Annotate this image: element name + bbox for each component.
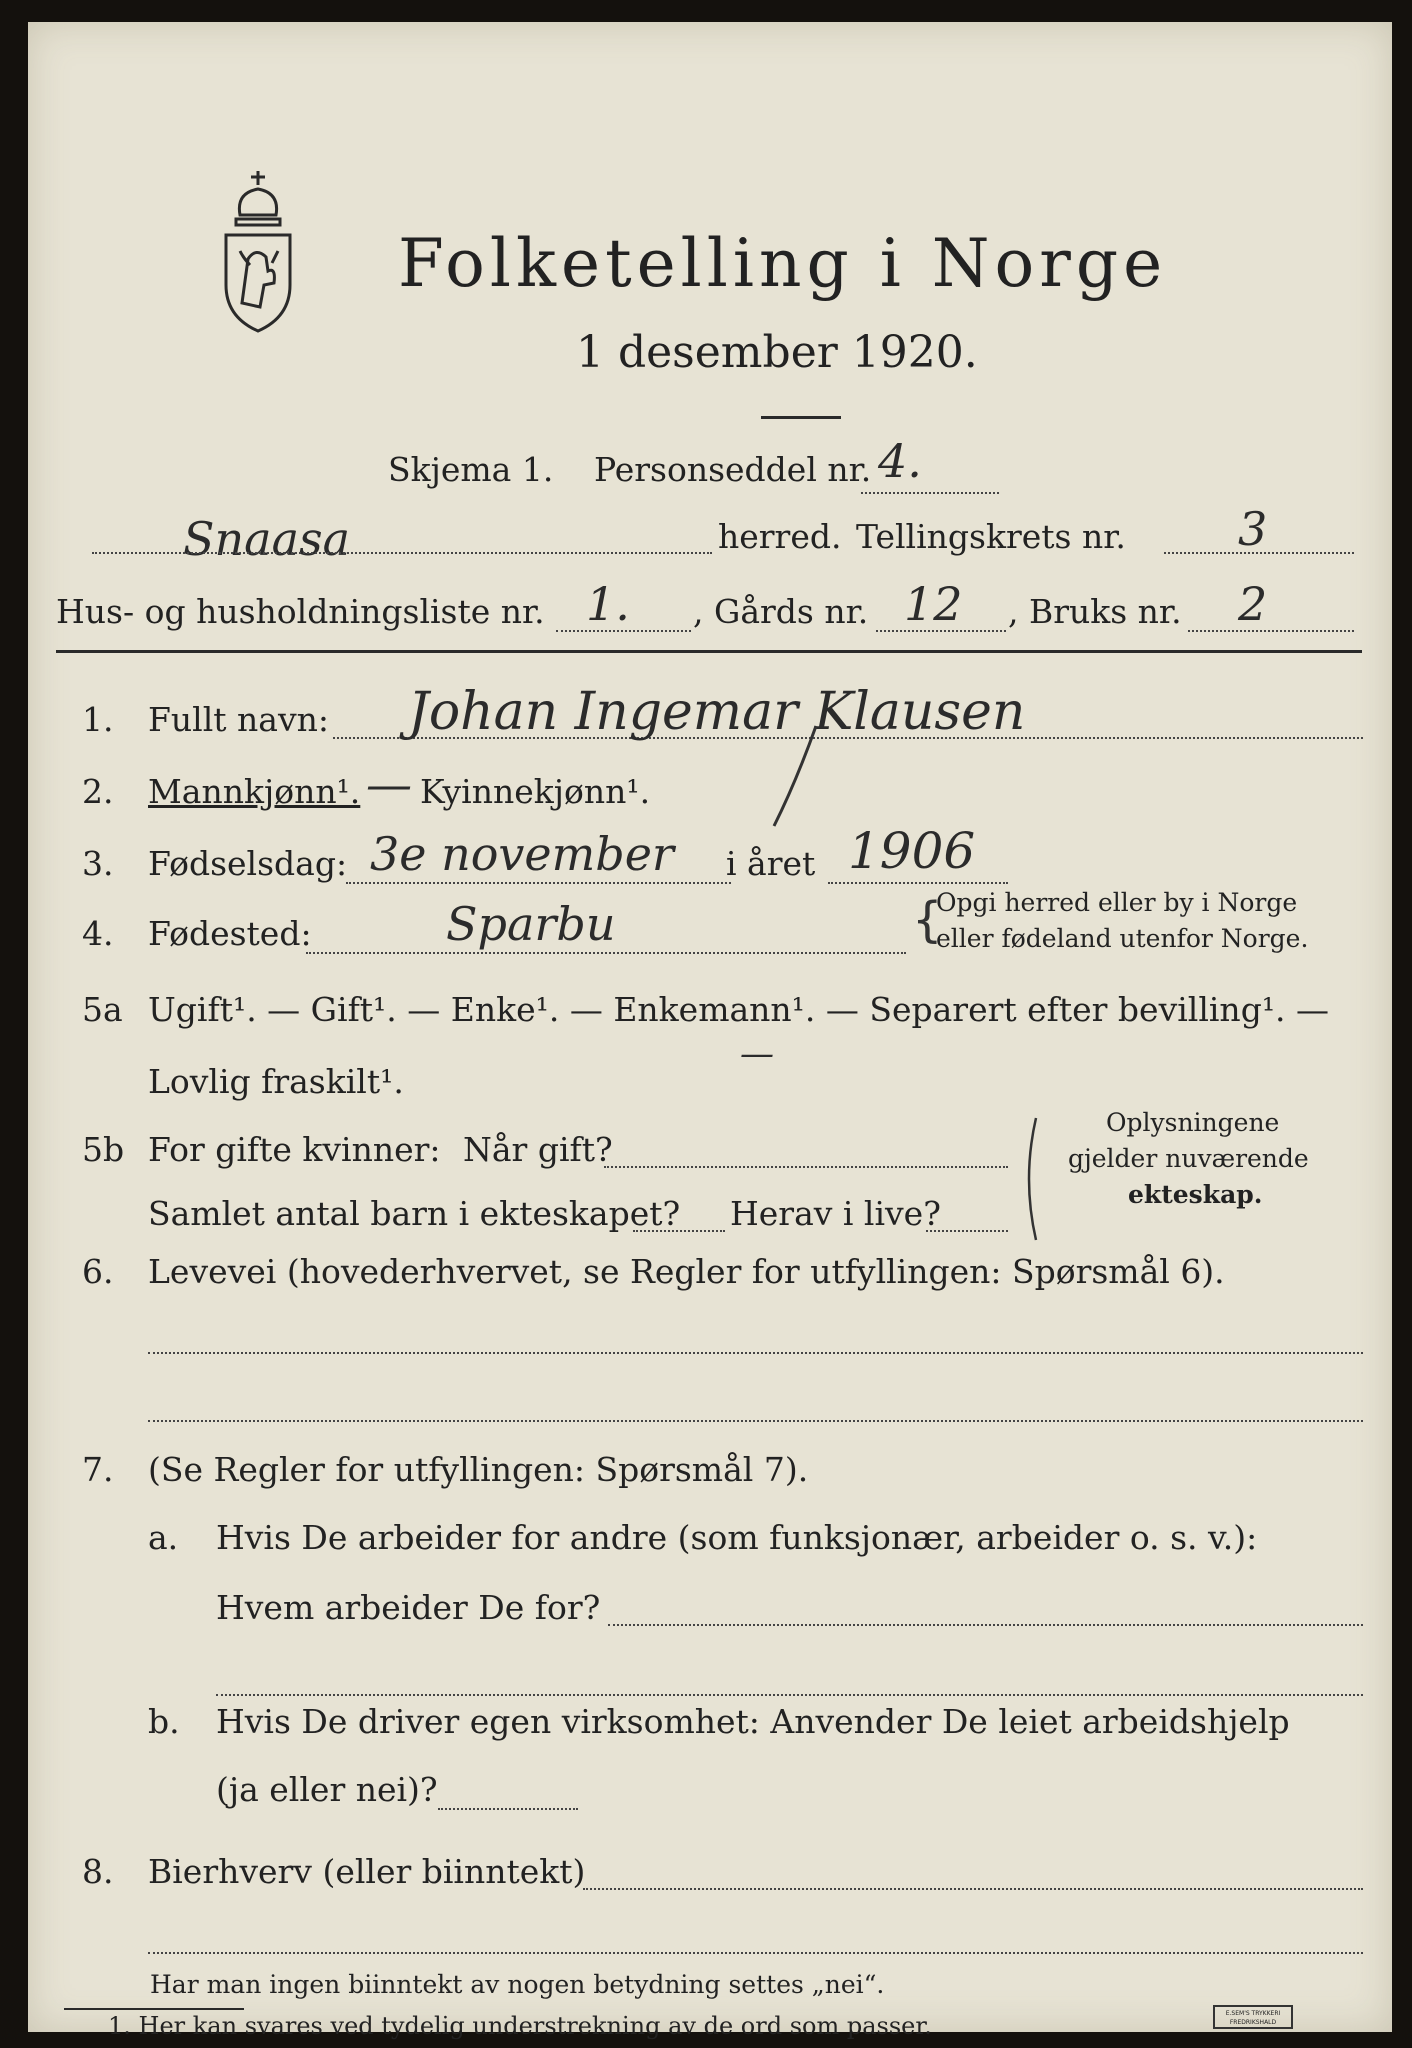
printer-stamp <box>1213 2005 1293 2029</box>
q4-note-line2: eller fødeland utenfor Norge. <box>936 924 1309 953</box>
q5a-pen-mark: — <box>740 1034 774 1074</box>
q8-line <box>583 1888 1363 1890</box>
q5b-note-line1: Oplysningene <box>1106 1108 1280 1137</box>
q8-extra-line <box>148 1952 1363 1954</box>
q5b-children-label: Samlet antal barn i ekteskapet? <box>148 1194 681 1233</box>
personseddel-value: 4. <box>878 434 922 488</box>
personseddel-label: Personseddel nr. <box>594 450 872 489</box>
q7a-extra-line <box>216 1694 1363 1696</box>
q7b-answer-label: (ja eller nei)? <box>216 1770 438 1809</box>
q5b-when-married-label: Når gift? <box>463 1130 613 1169</box>
q5b-alive-line <box>926 1230 1008 1232</box>
footer-note: Har man ingen biinntekt av nogen betydning settes „nei“. <box>150 1970 885 1999</box>
printer-stamp-line2: FREDRIKSHALD <box>1229 2019 1277 2026</box>
q2-underline-mark: — <box>366 757 412 811</box>
tellingskrets-label: Tellingskrets nr. <box>856 517 1126 556</box>
q5b-left-paren <box>1020 1114 1040 1244</box>
q7b-question: Hvis De driver egen virksomhet: Anvender De leiet arbeidshjelp <box>216 1702 1290 1741</box>
q5b-children-line <box>633 1230 725 1232</box>
q6-label: Levevei (hovederhvervet, se Regler for utfyllingen: Spørsmål 6). <box>148 1252 1225 1291</box>
husliste-label: Hus- og husholdningsliste nr. <box>56 592 545 631</box>
q1-number: 1. <box>82 700 114 739</box>
q4-note-line1: Opgi herred eller by i Norge <box>936 888 1298 917</box>
q1-full-name: Johan Ingemar Klausen <box>408 682 1026 742</box>
q1-label: Fullt navn: <box>148 700 329 739</box>
gards-label: , Gårds nr. <box>693 592 869 631</box>
schema-label: Skjema 1. <box>388 450 554 489</box>
q4-line <box>306 952 906 954</box>
q3-birthday-value: 3e november <box>370 827 674 881</box>
q3-label: Fødselsdag: <box>148 844 348 883</box>
gards-value: 12 <box>904 577 963 631</box>
bruks-value: 2 <box>1238 577 1268 631</box>
q3-date-line <box>346 882 731 884</box>
header-rule <box>56 650 1362 653</box>
q5b-alive-label: Herav i live? <box>730 1194 941 1233</box>
q6-line-2 <box>148 1420 1363 1422</box>
q7-label: (Se Regler for utfyllingen: Spørsmål 7). <box>148 1450 809 1489</box>
q7a-question: Hvis De arbeider for andre (som funksjonær, arbeider o. s. v.): <box>216 1518 1258 1557</box>
bruks-line <box>1188 630 1354 632</box>
q2-pen-stroke <box>766 722 826 832</box>
q5a-number: 5a <box>82 990 123 1029</box>
q4-brace: { <box>912 892 943 948</box>
q3-number: 3. <box>82 844 114 883</box>
q4-label: Fødested: <box>148 914 312 953</box>
census-form-page <box>28 22 1392 2040</box>
q3-year-label: i året <box>726 844 816 883</box>
printer-stamp-line1: E.SEM'S TRYKKERI <box>1225 2010 1281 2017</box>
q6-line-1 <box>148 1352 1363 1354</box>
q5b-note-line3: ekteskap. <box>1128 1180 1263 1209</box>
personseddel-line <box>861 492 999 494</box>
q3-year-value: 1906 <box>848 822 976 880</box>
q5b-number: 5b <box>82 1130 125 1169</box>
q5b-label: For gifte kvinner: <box>148 1130 441 1169</box>
q7b-answer-line <box>438 1808 578 1810</box>
q3-year-line <box>828 882 1008 884</box>
herred-label: herred. <box>718 517 842 556</box>
q5b-note-line2: gjelder nuværende <box>1068 1144 1309 1173</box>
q8-label: Bierhverv (eller biinntekt) <box>148 1852 586 1891</box>
herred-value: Snaasa <box>183 512 351 566</box>
q7a-employer-label: Hvem arbeider De for? <box>216 1588 601 1627</box>
q4-number: 4. <box>82 914 114 953</box>
title-divider <box>761 416 841 419</box>
norway-coat-of-arms-icon <box>218 167 298 335</box>
q7a-letter: a. <box>148 1518 179 1557</box>
census-date: 1 desember 1920. <box>576 327 978 378</box>
q5a-options-line1: Ugift¹. — Gift¹. — Enke¹. — Enkemann¹. — Separert efter bevilling¹. — <box>148 990 1330 1029</box>
footnote-rule <box>64 2008 244 2010</box>
tellingskrets-value: 3 <box>1238 502 1268 556</box>
footnote-text: 1. Her kan svares ved tydelig understrekning av de ord som passer. <box>108 2012 932 2040</box>
q2-number: 2. <box>82 772 114 811</box>
bruks-label: , Bruks nr. <box>1008 592 1182 631</box>
q4-birthplace-value: Sparbu <box>446 897 616 951</box>
q2-female-option: Kyinnekjønn¹. <box>420 772 651 811</box>
q6-number: 6. <box>82 1252 114 1291</box>
q7a-employer-line <box>608 1624 1363 1626</box>
q7b-letter: b. <box>148 1702 180 1741</box>
form-title: Folketelling i Norge <box>398 225 1168 302</box>
herred-line <box>92 552 712 554</box>
q2-male-option: Mannkjønn¹. <box>148 772 361 811</box>
husliste-value: 1. <box>586 577 630 631</box>
q7-number: 7. <box>82 1450 114 1489</box>
q5b-when-line <box>604 1166 1008 1168</box>
q5a-options-line2: Lovlig fraskilt¹. <box>148 1062 404 1101</box>
q8-number: 8. <box>82 1852 114 1891</box>
